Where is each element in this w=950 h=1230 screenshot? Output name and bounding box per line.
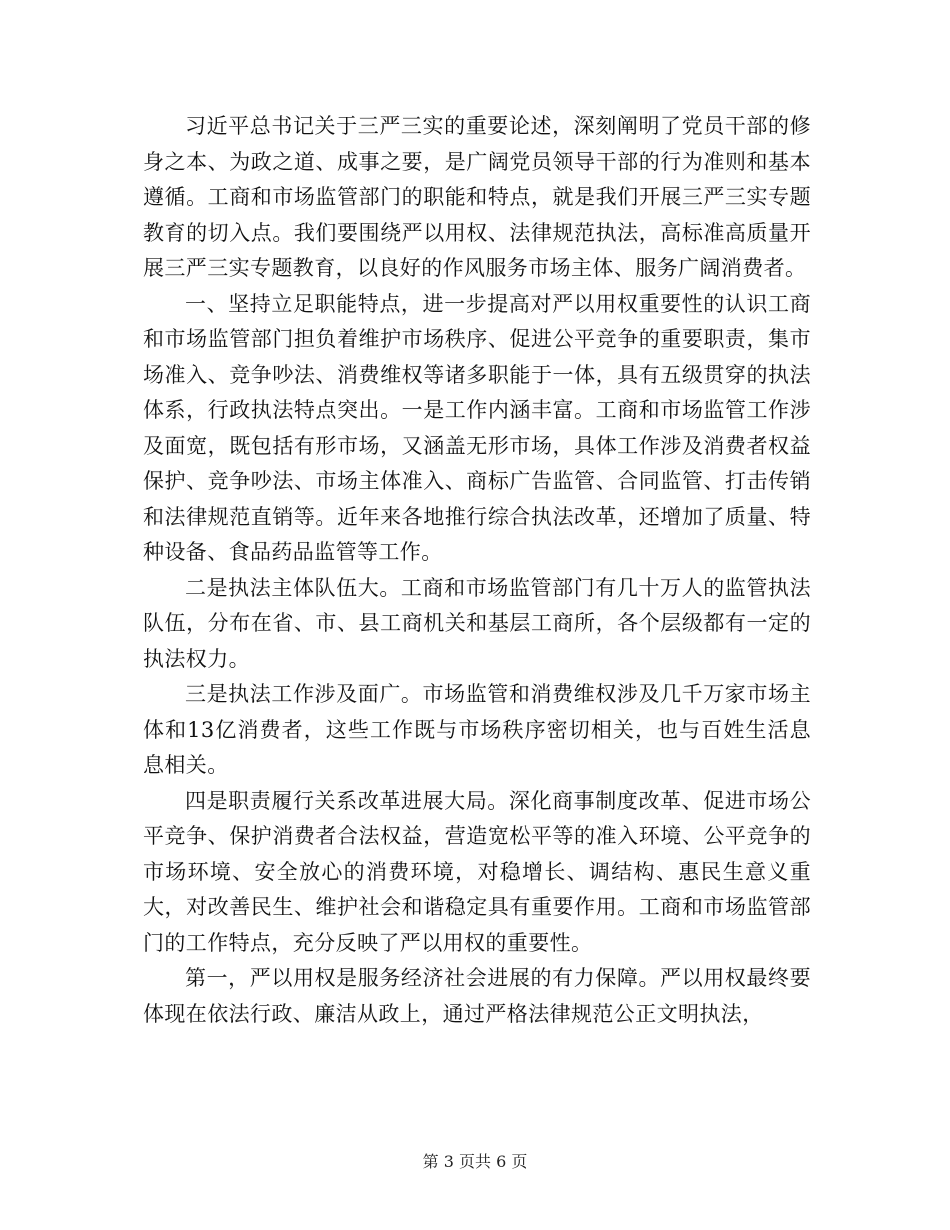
- body-text: [143, 109, 811, 1032]
- paragraph-point-two: 二是执法主体队伍大。工商和市场监管部门有几十万人的监管执法队伍，分布在省、市、县工商机关和基层工商所，各个层级都有一定的执法权力。: [143, 575, 811, 671]
- paragraph-point-four: 四是职责履行关系改革进展大局。深化商事制度改革、促进市场公平竞争、保护消费者合法权益，营造宽松平等的准入环境、公平竞争的市场环境、安全放心的消费环境，对稳增长、调结构、惠民生意义重大，对改善民生、维护社会和谐稳定具有重要作用。工商和市场监管部门的工作特点，充分反映了严以用权的重要性。: [143, 788, 811, 955]
- page-number-footer: 第 3 页共 6 页: [422, 1152, 528, 1171]
- paragraph-intro: 习近平总书记关于三严三实的重要论述，深刻阐明了党员干部的修身之本、为政之道、成事之要，是广阔党员领导干部的行为准则和基本遵循。工商和市场监管部门的职能和特点，就是我们开展三严三实专题教育的切入点。我们要围绕严以用权、法律规范执法，高标准高质量开展三严三实专题教育，以良好的作风服务市场主体、服务广阔消费者。: [143, 114, 811, 280]
- paragraph-section-one: 一、坚持立足职能特点，进一步提高对严以用权重要性的认识工商和市场监管部门担负着维护市场秩序、促进公平竞争的重要职责，集市场准入、竞争吵法、消费维权等诸多职能于一体，具有五级贯穿的执法体系，行政执法特点突出。一是工作内涵丰富。工商和市场监管工作涉及面宽，既包括有形市场，又涵盖无形市场，具体工作涉及消费者权益保护、竞争吵法、市场主体准入、商标广告监管、合同监管、打击传销和法律规范直销等。近年来各地推行综合执法改革，还增加了质量、特种设备、食品药品监管等工作。: [143, 291, 811, 564]
- paragraph-first: 第一，严以用权是服务经济社会进展的有力保障。严以用权最终要体现在依法行政、廉洁从政上，通过严格法律规范公正文明执法，: [143, 966, 811, 1026]
- paragraph-point-three: 三是执法工作涉及面广。市场监管和消费维权涉及几千万家市场主体和13亿消费者，这些工作既与市场秩序密切相关，也与百姓生活息息相关。: [143, 682, 811, 777]
